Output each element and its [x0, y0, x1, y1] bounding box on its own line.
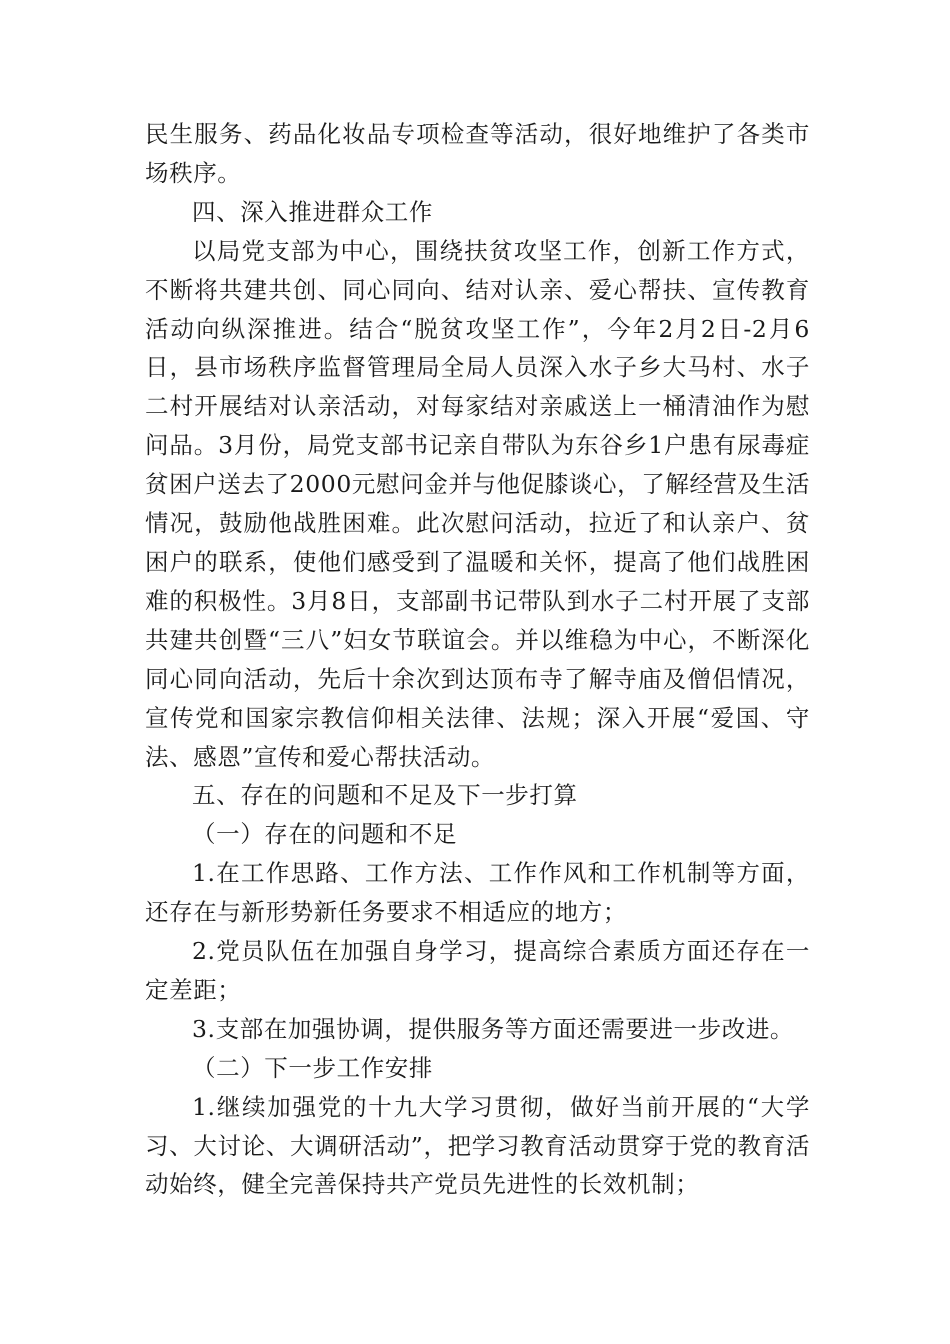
section-heading-mass-work: 四、深入推进群众工作 [192, 197, 433, 226]
paragraph-market-order-continued: 民生服务、药品化妆品专项检查等活动，很好地维护了各类市场秩序。 [145, 120, 810, 187]
document-page [145, 115, 810, 1204]
section-heading-problems-and-plans: 五、存在的问题和不足及下一步打算 [192, 781, 578, 810]
paragraph-poverty-alleviation: 以局党支部为中心，围绕扶贫攻坚工作，创新工作方式，不断将共建共创、同心同向、结对认亲、爱心帮扶、宣传教育活动向纵深推进。结合“脱贫攻坚工作”，今年2月2日-2月6日，县市场秩序监督管理局全局人员深入水子乡大马村、水子二村开展结对认亲活动，对每家结对亲戚送上一桶清油作为慰问品。3月份，局党支部书记亲自带队为东谷乡1户患有尿毒症贫困户送去了2000元慰问金并与他促膝谈心，了解经营及生活情况，鼓励他战胜困难。此次慰问活动，拉近了和认亲户、贫困户的联系，使他们感受到了温暖和关怀，提高了他们战胜困难的积极性。3月8日，支部副书记带队到水子二村开展了支部共建共创暨“三八”妇女节联谊会。并以维稳为中心，不断深化同心同向活动，先后十余次到达顶布寺了解寺庙及僧侣情况，宣传党和国家宗教信仰相关法律、法规；深入开展“爱国、守法、感恩”宣传和爱心帮扶活动。 [145, 236, 810, 771]
list-item-next-step-1: 1.继续加强党的十九大学习贯彻，做好当前开展的“大学习、大讨论、大调研活动”，把学习教育活动贯穿于党的教育活动始终，健全完善保持共产党员先进性的长效机制； [145, 1092, 810, 1199]
subheading-existing-problems: （一）存在的问题和不足 [192, 820, 458, 849]
list-item-problem-2: 2.党员队伍在加强自身学习，提高综合素质方面还存在一定差距； [145, 937, 810, 1004]
list-item-problem-1: 1.在工作思路、工作方法、工作作风和工作机制等方面，还存在与新形势新任务要求不相适应的地方； [145, 859, 810, 927]
list-item-problem-3: 3.支部在加强协调，提供服务等方面还需要进一步改进。 [192, 1014, 795, 1043]
subheading-next-steps: （二）下一步工作安排 [192, 1053, 433, 1082]
